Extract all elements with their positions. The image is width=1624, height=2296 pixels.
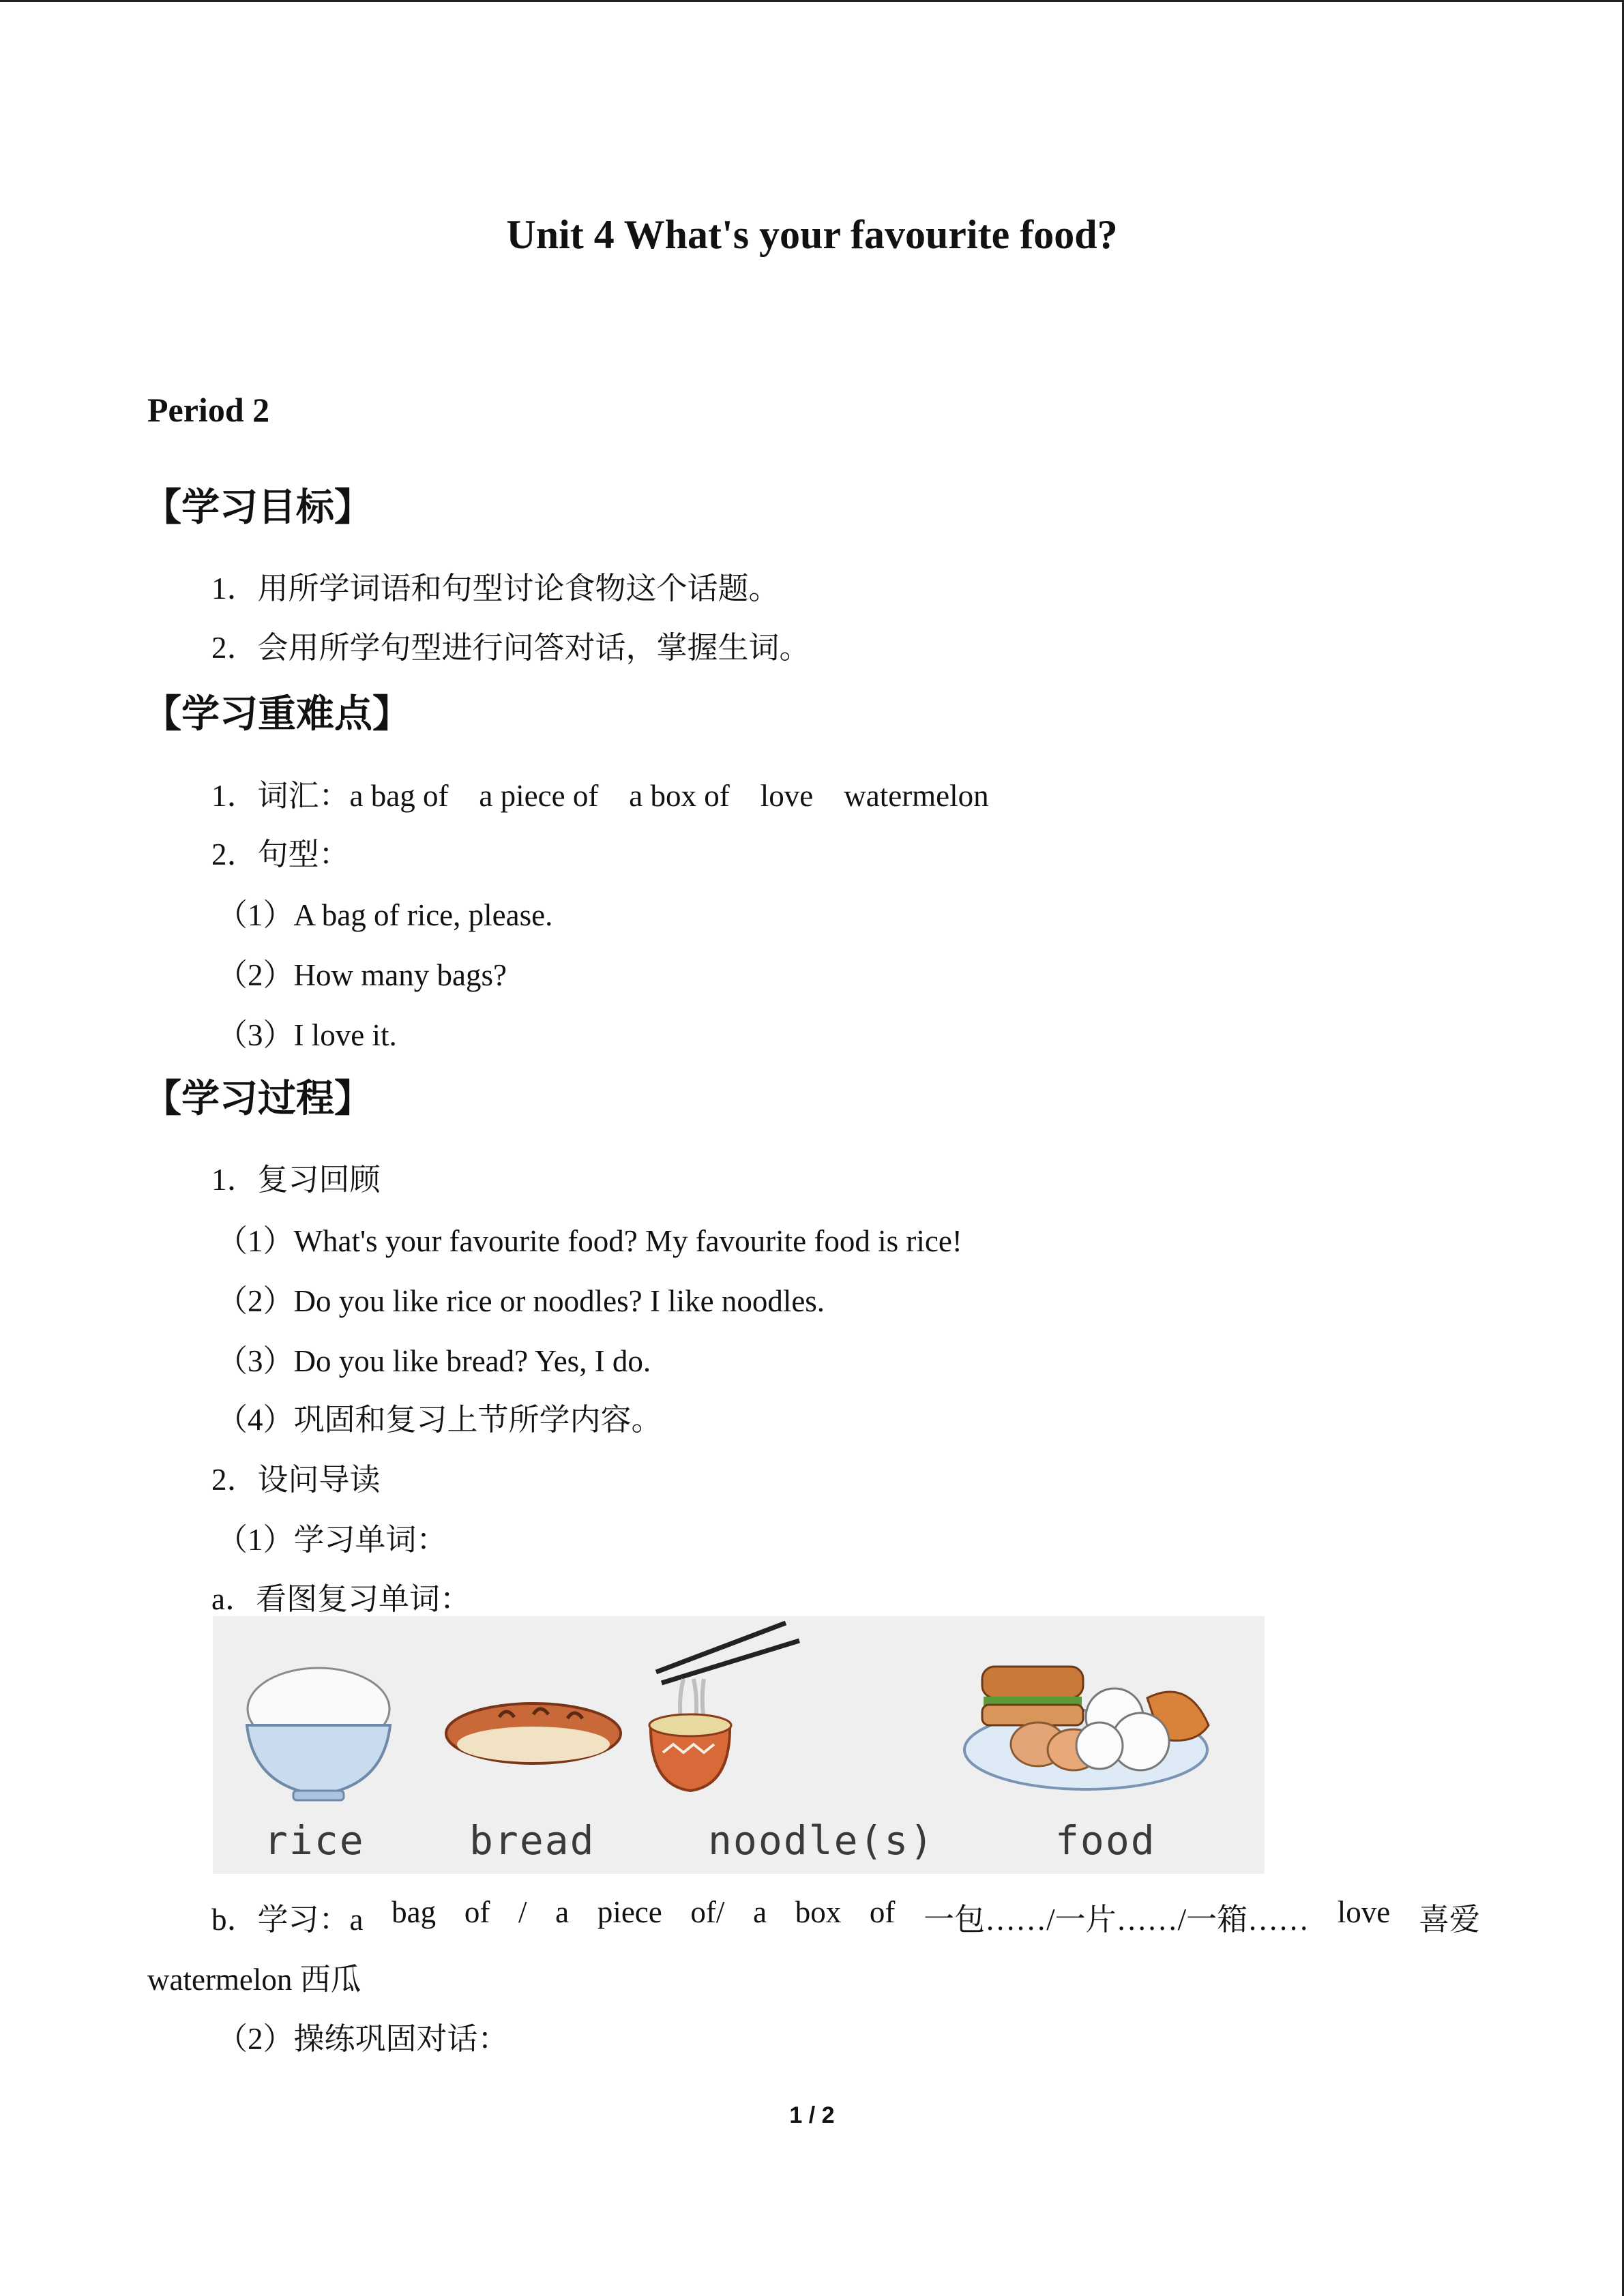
b-line-part: piece [597,1895,662,1929]
review-item-1: （1）What's your favourite food? My favourite food is rice! [217,1224,962,1258]
b-line-part: 喜爱 [1418,1903,1480,1937]
practice-label: （2）操练巩固对话： [217,2022,509,2056]
page-number: 1 / 2 [789,2102,835,2128]
b-line-part: b．学习：a [211,1903,364,1937]
review-item-2: （2）Do you like rice or noodles? I like noodles. [217,1284,825,1318]
period-label: Period 2 [147,391,270,429]
review-item-3: （3）Do you like bread? Yes, I do. [217,1344,651,1378]
b-line-continuation: watermelon 西瓜 [147,1963,361,1997]
b-line-part: bag [392,1895,437,1929]
b-learn-line [211,1894,1480,1939]
image-label-rice: rice [264,1817,365,1864]
section-heading-goals: 【学习目标】 [143,486,372,530]
section-heading-process: 【学习过程】 [143,1077,372,1121]
pattern-item-3: （3）I love it. [217,1018,397,1052]
document-title: Unit 4 What's your favourite food? [506,212,1118,257]
b-line-part: of [464,1895,490,1929]
b-line-part: / [518,1895,527,1929]
rice-bowl-icon [247,1668,390,1800]
learn-words-label: （1）学习单词： [217,1523,447,1557]
guide-label: 2．设问导读 [211,1463,381,1497]
b-line-part: a [753,1895,767,1929]
vocab-line: 1．词汇：a bag of a piece of a box of love watermelon [211,779,989,813]
goal-item-2: 2．会用所学句型进行问答对话，掌握生词。 [211,631,810,665]
pattern-item-2: （2）How many bags? [217,958,507,992]
bread-icon [446,1703,621,1763]
b-line-part: love [1337,1895,1391,1929]
noodles-icon [649,1623,799,1791]
section-heading-key-points: 【学习重难点】 [143,692,411,736]
food-plate-icon [964,1667,1209,1789]
review-item-4: （4）巩固和复习上节所学内容。 [217,1403,662,1437]
b-line-part: 一包……/一片……/一箱…… [924,1903,1310,1937]
pattern-item-1: （1）A bag of rice, please. [217,898,553,932]
image-label-noodles: noodle(s) [708,1817,935,1864]
image-label-bread: bread [469,1817,595,1864]
b-line-part: of [869,1895,896,1929]
b-line-part: a [555,1895,570,1929]
goal-item-1: 1．用所学词语和句型讨论食物这个话题。 [211,571,780,606]
b-line-part: box [795,1895,842,1929]
image-label-food: food [1055,1817,1156,1864]
b-line-part: of/ [690,1895,725,1929]
look-review-label: a．看图复习单词： [211,1582,471,1616]
pattern-label: 2．句型： [211,837,350,871]
review-label: 1．复习回顾 [211,1163,381,1197]
food-vocabulary-image [213,1616,1265,1874]
